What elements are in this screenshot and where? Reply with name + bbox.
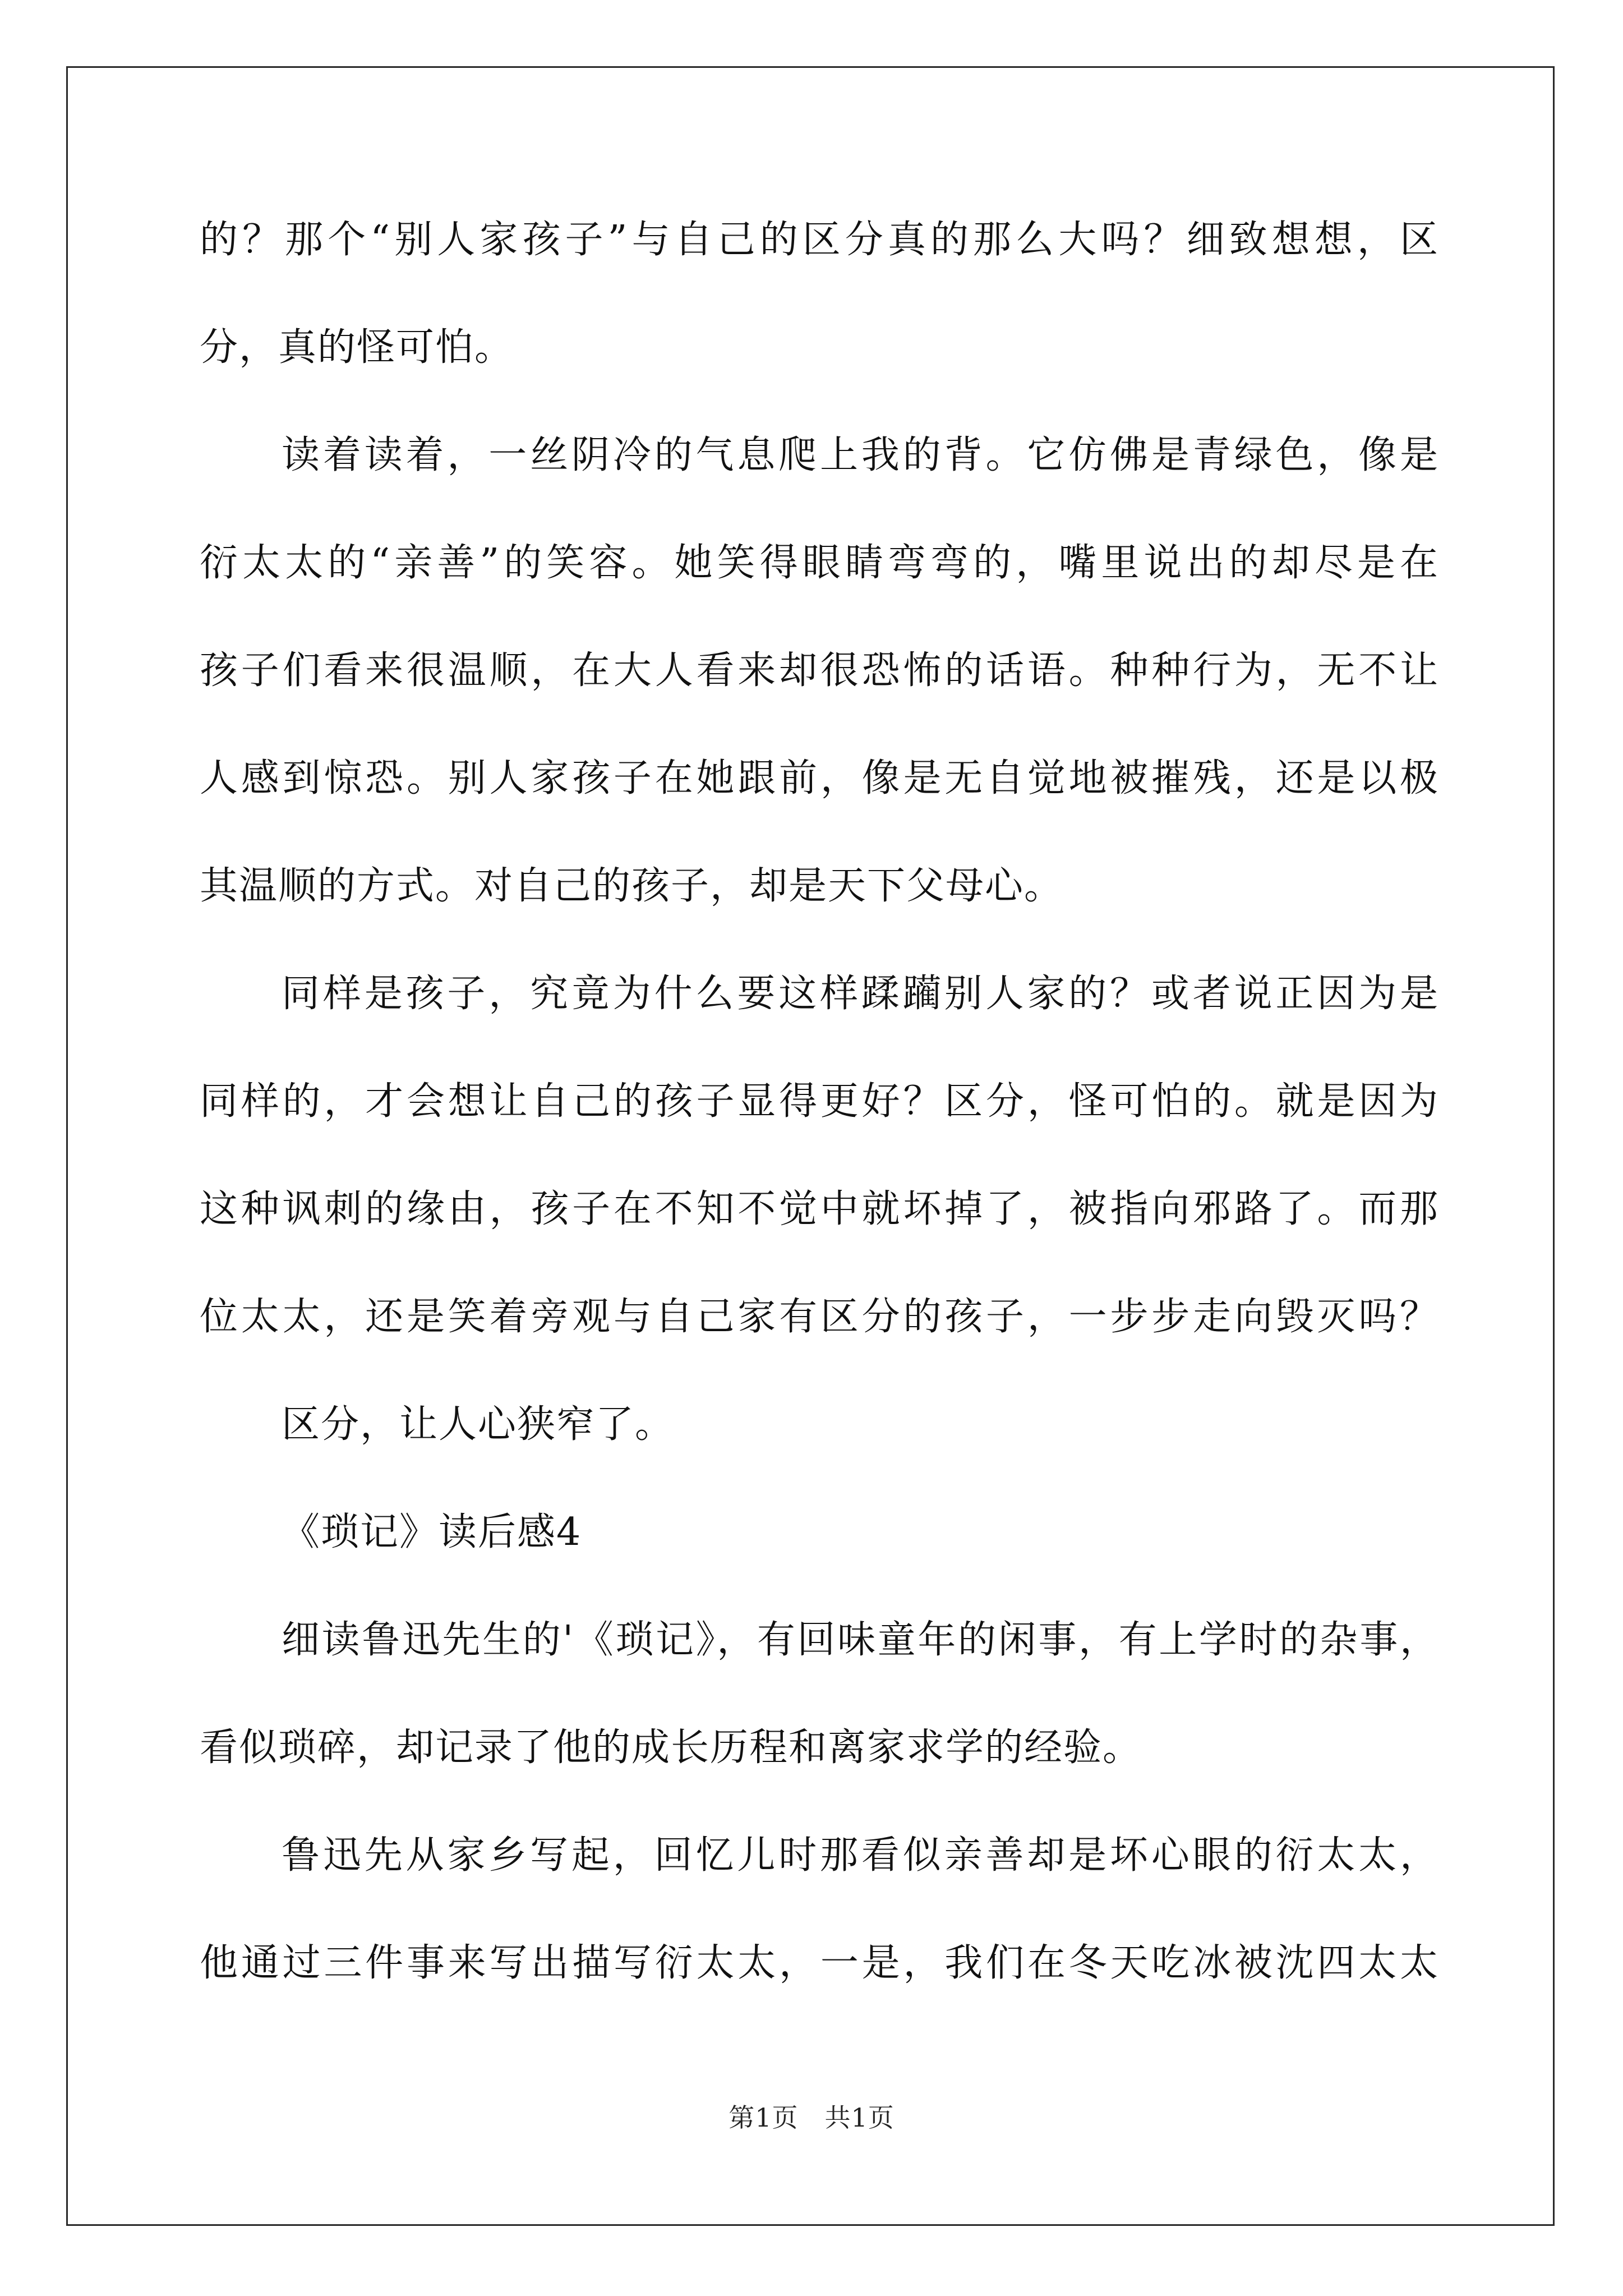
document-body	[200, 213, 1439, 2044]
text-line: 其温顺的方式。对自己的孩子，却是天下父母心。	[200, 864, 1064, 908]
paragraph-start-line: 鲁迅先从家乡写起，回忆儿时那看似亲善却是坏心眼的衍太太，	[282, 1833, 1439, 1878]
text-line: 看似琐碎，却记录了他的成长历程和离家求学的经验。	[200, 1726, 1142, 1770]
text-line: 的？那个“别人家孩子”与自己的区分真的那么大吗？细致想想，区	[200, 218, 1439, 262]
section-heading: 《琐记》读后感4	[282, 1510, 582, 1554]
page-footer: 第1页 共1页	[728, 2102, 895, 2133]
paragraph-start-line: 同样是孩子，究竟为什么要这样蹂躏别人家的？或者说正因为是	[282, 972, 1439, 1016]
text-line: 孩子们看来很温顺，在大人看来却很恐怖的话语。种种行为，无不让	[200, 648, 1439, 693]
text-line: 他通过三件事来写出描写衍太太，一是，我们在冬天吃冰被沈四太太	[200, 1941, 1439, 1985]
text-line: 这种讽刺的缘由，孩子在不知不觉中就坏掉了，被指向邪路了。而那	[200, 1187, 1439, 1231]
paragraph-start-line: 细读鲁迅先生的'《琐记》，有回味童年的闲事，有上学时的杂事，	[282, 1618, 1439, 1662]
text-line: 同样的，才会想让自己的孩子显得更好？区分，怪可怕的。就是因为	[200, 1079, 1439, 1124]
text-line: 位太太，还是笑着旁观与自己家有区分的孩子，一步步走向毁灭吗？	[200, 1295, 1439, 1339]
paragraph-start-line: 读着读着，一丝阴冷的气息爬上我的背。它仿佛是青绿色，像是	[282, 433, 1439, 477]
text-line: 分，真的怪可怕。	[200, 325, 514, 370]
paragraph-start-line: 区分，让人心狭窄了。	[282, 1402, 675, 1447]
text-line: 衍太太的“亲善”的笑容。她笑得眼睛弯弯的，嘴里说出的却尽是在	[200, 541, 1439, 585]
text-line: 人感到惊恐。别人家孩子在她跟前，像是无自觉地被摧残，还是以极	[200, 756, 1439, 800]
